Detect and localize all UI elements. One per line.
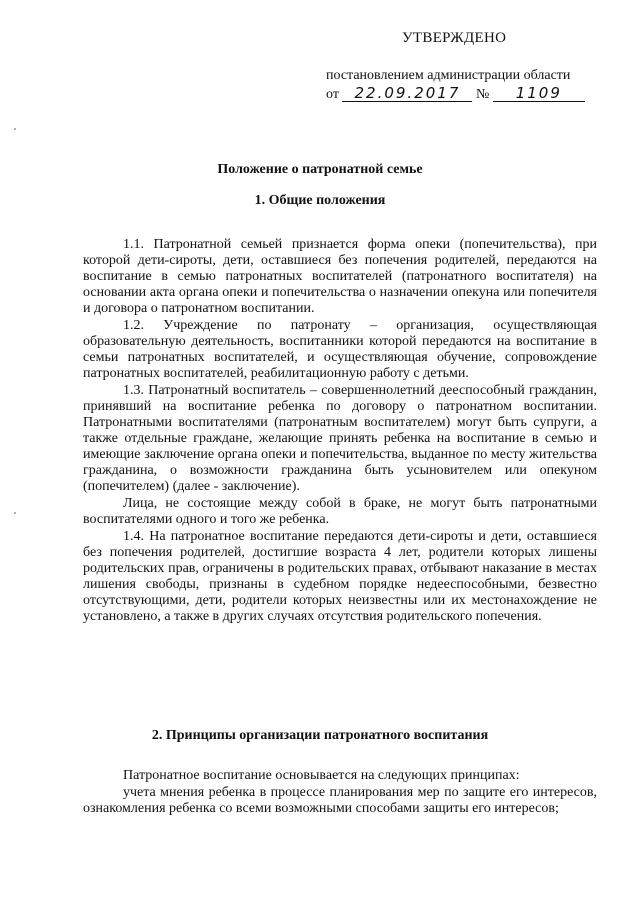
date-prefix: от (326, 87, 339, 102)
paragraph: учета мнения ребенка в процессе планирования мер по защите его интересов, ознакомления ребенка со всеми возможными способами защиты его интересов; (83, 785, 597, 816)
section-body-principles (83, 768, 597, 817)
handwritten-date: 22.09.2017 (342, 86, 472, 102)
handwritten-number: 1109 (493, 86, 585, 102)
section-title-principles: 2. Принципы организации патронатного воспитания (151, 728, 489, 743)
paragraph: Лица, не состоящие между собой в браке, не могут быть патронатными воспитателями одного и того же ребенка. (83, 496, 597, 527)
scan-speck (14, 128, 16, 130)
approval-stamp-title: УТВЕРЖДЕНО (402, 30, 507, 46)
document-title: Положение о патронатной семье (217, 162, 423, 177)
section-body-general (83, 237, 597, 625)
approval-resolution-line: постановлением администрации области (326, 68, 571, 83)
number-prefix: № (475, 87, 490, 102)
paragraph: Патронатное воспитание основывается на следующих принципах: (123, 768, 520, 783)
paragraph: 1.1. Патронатной семьей признается форма опеки (попечительства), при которой дети-сироты, дети, оставшиеся без попечения родителей, передаются на воспитание в семью патронатных воспитателей (патронатного воспитателя) на основании акта органа опеки и попечительства о назначении опекуна или попечителя и договора о патронатном воспитании. (83, 237, 597, 316)
paragraph: 1.4. На патронатное воспитание передаются дети-сироты и дети, оставшиеся без попечения родителей, достигшие возраста 4 лет, родители которых лишены родительских прав, ограничены в родительских правах, отбывают наказание в местах лишения свободы, признаны в судебном порядке недееспособными, безвестно отсутствующими, дети, родители которых неизвестны или их местонахождение не установлено, а также в других случаях отсутствия родительского попечения. (83, 529, 597, 624)
approval-date-line (326, 86, 585, 103)
section-title-general: 1. Общие положения (254, 193, 386, 208)
paragraph: 1.3. Патронатный воспитатель – совершеннолетний дееспособный гражданин, принявший на воспитание ребенка по договору о патронатном воспитании. Патронатными воспитателями (патронатным воспитателем) могут быть супруги, а также отдельные граждане, желающие принять ребенка на воспитание в семью и имеющие заключение органа опеки и попечительства, выданное по месту жительства гражданина, о возможности гражданина быть усыновителем или опекуном (попечителем) (далее - заключение). (83, 383, 597, 494)
scan-speck (14, 512, 16, 514)
paragraph: 1.2. Учреждение по патронату – организация, осуществляющая образовательную деятельность, воспитанники которой передаются на воспитание в семьи патронатных воспитателей, и осуществляющая обучение, сопровождение патронатных воспитателей, реабилитационную работу с детьми. (83, 318, 597, 381)
